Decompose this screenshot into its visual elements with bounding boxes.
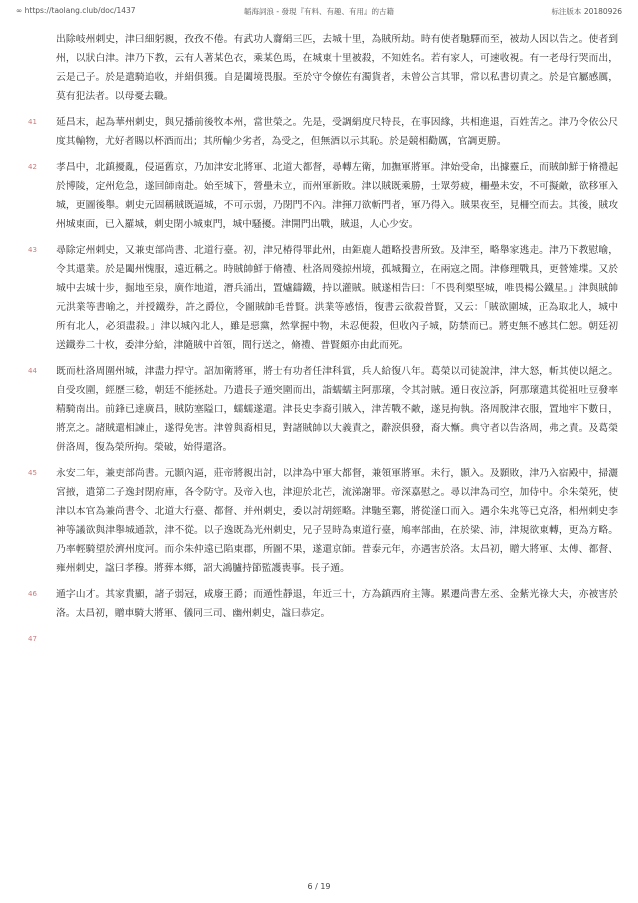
paragraph-number: 42 <box>28 163 37 171</box>
paragraph <box>28 113 618 151</box>
document-body <box>28 30 618 643</box>
version-label: 标注版本 20180926 <box>551 7 622 16</box>
paragraph-number: 44 <box>28 367 37 375</box>
page-number: 6 / 19 <box>307 882 331 891</box>
paragraph-number: 43 <box>28 246 37 254</box>
paragraph <box>28 241 618 355</box>
paragraph-text: 永安二年，兼吏部尚書。元顥內逼，莊帝將親出討，以津為中軍大都督，兼領軍將軍。未行，顥入。及顥敗，津乃入宿殿中，掃灑宮掖，遣第二子逸封閉府庫，各令防守。及帝入也，津迎於北芒，流涕謝罪。帝深嘉慰之。尋以津為司空，加侍中。尒朱榮死，使津以本官為兼尚書令、北道大行臺、都督、并州刺史，委以討胡經略。津馳至鄴，將從滏口而入。遇尒朱兆等已克洛，相州刺史李神等議欲與津舉城通款，津不從。以子逸既為光州刺史，兄子昱時為東道行臺，鳩率部曲，在於梁、沛，津規欲東轉，更為方略。乃率輕騎望於濟州度河。而尒朱仲遠已陷東郡，所圖不果，遂還京師。普泰元年，亦遇害於洛。太昌初，贈大將軍、太傅、都督、雍州刺史，諡曰孝穆。將葬本鄉，詔大鴻臚持節監護喪事。長子遁。 <box>56 468 618 574</box>
paragraph-text: 既而杜洛周圍州城，津盡力捍守。詔加衛將軍，將士有功者任津科賞，兵人給復八年。葛榮以司徒說津，津大怒，斬其使以絕之。自受攻圍，經歷三稔，朝廷不能拯赴。乃遣長子遁突圍而出，詣蠕蠕主阿那瓌，令其討賊。遁日夜泣訴，阿那瓌遣其從祖吐豆發率精騎南出。前鋒已達廣昌，賊防塞隘口，蠕蠕遂還。津長史李裔引賊入，津苦戰不敵，遂見拘執。洛周脫津衣服，置地牢下數日，將烹之。諸賊還相諫止，遂得免害。津曾與裔相見，對諸賊帥以大義責之，辭淚俱發，裔大慚。典守者以告洛周，弗之責。及葛榮併洛周，復為榮所拘。榮破，始得還洛。 <box>56 366 618 453</box>
paragraph-number: 41 <box>28 118 37 126</box>
paragraph-text: 孝昌中，北鎮擾亂，侵逼舊京，乃加津安北將軍、北道大都督，尋轉左衛，加撫軍將軍。津始受命，出據靈丘，而賊帥鮮于脩禮起於博陵，定州危急，遂回師南赴。始至城下，營壘未立，而州軍新敗。津以賊既乘勝，士眾勞疲，柵壘未安，不可擬敵，欲移軍入城，更圖後舉。刺史元固稱賊既逼城，不可示弱，乃閉門不內。津揮刀欲斬門者，軍乃得入。賊果夜至，見柵空而去。其後，賊攻州城東面，已入羅城，刺史閉小城東門，城中騷擾。津開門出戰，賊退，人心少安。 <box>56 162 618 230</box>
paragraph <box>28 464 618 578</box>
paragraph <box>28 30 618 106</box>
paragraph-text: 遁字山才。其家貴顯，諸子弱冠，咸廢王爵；而遁性靜退，年近三十，方為鎮西府主簿。累遷尚書左丞、金紫光祿大夫，亦被害於洛。太昌初，贈車騎大將軍、儀同三司、幽州刺史，諡曰恭定。 <box>56 589 618 619</box>
page-header <box>16 4 622 18</box>
source-url[interactable]: ∞ https://taolang.club/doc/1437 <box>16 6 136 15</box>
paragraph-number: 45 <box>28 469 37 477</box>
paragraph-text: 延昌末，起為華州刺史，與兄播前後牧本州，當世榮之。先是，受調絹度尺特長，在事因緣，共相進退，百姓苦之。津乃令依公尺度其輸物，尤好者賜以杯酒而出；其所輸少劣者，為受之，但無酒以示其恥。於是競相勸厲，官調更勝。 <box>56 117 618 147</box>
paragraph <box>28 158 618 234</box>
paragraph-number: 47 <box>28 635 37 643</box>
paragraph <box>28 362 618 457</box>
paragraph <box>28 585 618 623</box>
paragraph-text: 尋除定州刺史，又兼吏部尚書、北道行臺。初，津兄椿得罪此州，由鉅鹿人趙略投書所致。及津至，略舉家逃走。津乃下教慰喻，令其還業。於是闔州愧服，遠近稱之。時賊帥鮮于脩禮、杜洛周殘掠州境，孤城獨立，在兩寇之間。津修理戰具，更營雉堞。又於城中去城十步，掘地至泉，廣作地道，潛兵涌出，置爐鑄鐵，持以灌賊。賊遂相告曰：「不畏利槊堅城，唯畏楊公鐵星。」津與賊帥元洪業等書喻之，并授鐵券，許之爵位，令圖賊帥毛普賢。洪業等感悟，復書云欲殺普賢，又云：「賊欲圍城，正為取北人，城中所有北人，必須盡殺。」津以城內北人，雖是惡黨，然掌握中物，未忍便殺，但收內子城，防禁而已。將吏無不感其仁恕。朝廷初送鐵券二十枚，委津分給，津隨賊中首領，間行送之，脩禮、普賢頗亦由此而死。 <box>56 245 618 351</box>
paragraph-text: 出除岐州刺史，津曰細躬親，孜孜不倦。有武功人齎絹三匹，去城十里，為賊所劫。時有使者馳驛而至，被劫人因以告之。使者到州，以狀白津。津乃下教，云有人著某色衣，乘某色馬，在城東十里被殺，不知姓名。若有家人，可速收視。有一老母行哭而出，云是己子。於是遣騎追收，并絹俱獲。自是闔境畏服。至於守令僚佐有濁貨者，未曾公言其罪，常以私書切責之。於是官屬感厲，莫有犯法者。以母憂去職。 <box>56 34 618 102</box>
site-title: 韜海詞浪 - 發現『有料、有趣、有用』的古籍 <box>244 7 394 16</box>
paragraph-number: 46 <box>28 590 37 598</box>
